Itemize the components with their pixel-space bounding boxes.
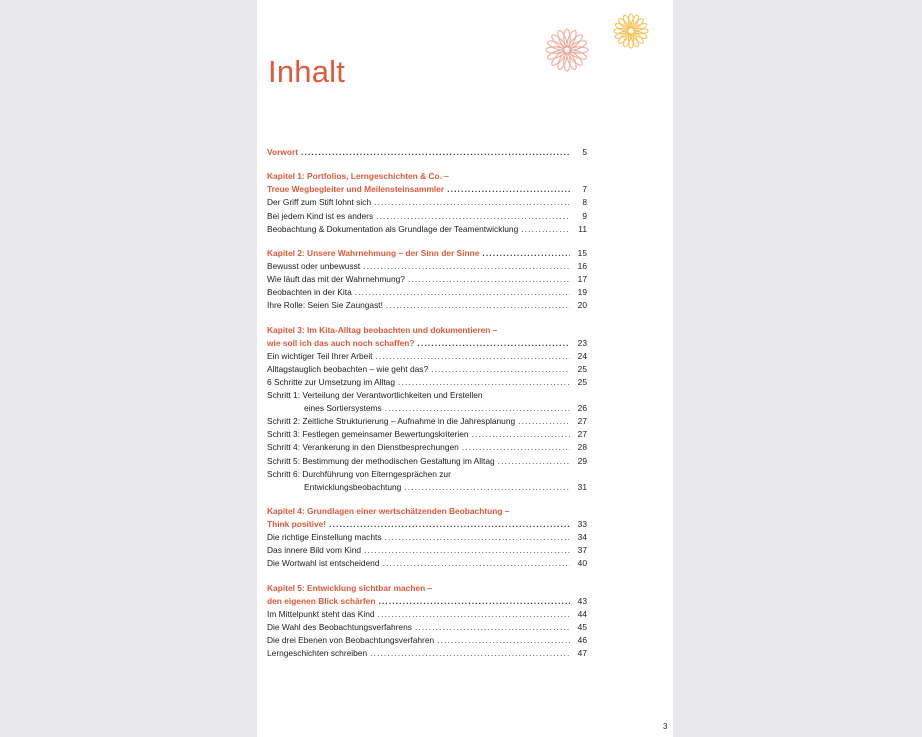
- toc-section: [267, 505, 587, 570]
- toc-entry-label: Die drei Ebenen von Beobachtungsverfahren: [267, 635, 435, 646]
- toc-entry[interactable]: [267, 634, 587, 647]
- toc-entry-label: Ein wichtiger Teil Ihrer Arbeit: [267, 350, 373, 361]
- dot-leader: [364, 544, 570, 557]
- dot-leader: [437, 634, 570, 647]
- toc-entry[interactable]: [267, 196, 587, 209]
- dot-leader: [385, 531, 570, 544]
- toc-section: [267, 146, 587, 159]
- toc-page-number: 34: [577, 532, 587, 543]
- table-of-contents: [267, 146, 587, 671]
- toc-entry[interactable]: [267, 223, 587, 236]
- toc-entry-label: Bei jedem Kind ist es anders: [267, 210, 374, 221]
- toc-entry[interactable]: [267, 621, 587, 634]
- dot-leader: [418, 337, 570, 350]
- toc-page-number: 47: [577, 648, 587, 659]
- toc-entry[interactable]: [267, 531, 587, 544]
- dot-leader: [363, 260, 570, 273]
- toc-entry-label: Think positive!: [267, 519, 327, 530]
- dot-leader: [447, 183, 570, 196]
- toc-entry-label: Die Wortwahl ist entscheidend: [267, 558, 380, 569]
- toc-page-number: 33: [577, 519, 587, 530]
- toc-page-number: 44: [577, 608, 587, 619]
- toc-entry-label: Alltagstauglich beobachten – wie geht das?: [267, 363, 429, 374]
- toc-entry[interactable]: [267, 608, 587, 621]
- toc-section: [267, 324, 587, 494]
- toc-page-number: 25: [577, 363, 587, 374]
- toc-page-number: 16: [577, 261, 587, 272]
- document-page: [257, 0, 673, 737]
- toc-entry-label: den eigenen Blick schärfen: [267, 595, 376, 606]
- toc-entry[interactable]: [267, 299, 587, 312]
- dot-leader: [404, 481, 570, 494]
- toc-page-number: 20: [577, 300, 587, 311]
- toc-entry[interactable]: [267, 455, 587, 468]
- toc-page-number: 8: [582, 197, 587, 208]
- toc-page-number: 7: [582, 184, 587, 195]
- dot-leader: [386, 299, 570, 312]
- toc-entry-label: 6 Schritte zur Umsetzung im Alltag: [267, 376, 396, 387]
- toc-page-number: 26: [577, 403, 587, 414]
- toc-entry[interactable]: [267, 376, 587, 389]
- dot-leader: [301, 146, 570, 159]
- dot-leader: [378, 608, 570, 621]
- toc-entry[interactable]: [267, 273, 587, 286]
- toc-page-number: 29: [577, 455, 587, 466]
- toc-entry-line: Schritt 1: Verteilung der Verantwortlichkeiten und Erstellen: [267, 390, 483, 401]
- dot-leader: [355, 286, 570, 299]
- toc-chapter-entry[interactable]: [267, 518, 587, 531]
- toc-page-number: 31: [577, 481, 587, 492]
- dot-leader: [415, 621, 570, 634]
- dot-leader: [521, 223, 570, 236]
- toc-chapter-entry[interactable]: [267, 337, 587, 350]
- dot-leader: [408, 273, 570, 286]
- toc-entry[interactable]: [267, 428, 587, 441]
- toc-page-number: 45: [577, 621, 587, 632]
- chapter-heading-line: Kapitel 1: Portfolios, Lerngeschichten & Co. –: [267, 171, 449, 182]
- toc-entry-label: Kapitel 2: Unsere Wahrnehmung – der Sinn der Sinne: [267, 247, 480, 258]
- toc-chapter-entry[interactable]: [267, 595, 587, 608]
- toc-entry-label: Beobachten in der Kita: [267, 287, 352, 298]
- toc-entry-label: Die Wahl des Beobachtungsverfahrens: [267, 621, 412, 632]
- page-number: 3: [663, 722, 668, 731]
- toc-entry-label: Das innere Bild vom Kind: [267, 545, 362, 556]
- pink-flower-icon: [546, 29, 588, 71]
- dot-leader: [376, 350, 570, 363]
- toc-chapter-entry[interactable]: [267, 146, 587, 159]
- toc-entry[interactable]: [267, 286, 587, 299]
- toc-section: [267, 582, 587, 661]
- toc-page-number: 15: [577, 247, 587, 258]
- toc-section: [267, 170, 587, 235]
- toc-entry-label: Beobachtung & Dokumentation als Grundlage der Teamentwicklung: [267, 223, 519, 234]
- toc-entry-label: Der Griff zum Stift lohnt sich: [267, 197, 372, 208]
- page-title: Inhalt: [268, 54, 346, 89]
- dot-leader: [518, 415, 570, 428]
- dot-leader: [374, 196, 570, 209]
- dot-leader: [472, 428, 570, 441]
- toc-page-number: 40: [577, 558, 587, 569]
- toc-entry-label: Schritt 5: Bestimmung der methodischen Gestaltung im Alltag: [267, 455, 495, 466]
- toc-page-number: 19: [577, 287, 587, 298]
- toc-entry-label: eines Sortiersystems: [304, 403, 382, 414]
- toc-page-number: 9: [582, 210, 587, 221]
- toc-page-number: 23: [577, 337, 587, 348]
- toc-entry-label: Ihre Rolle: Seien Sie Zaungast!: [267, 300, 383, 311]
- chapter-heading-line: Kapitel 4: Grundlagen einer wertschätzenden Beobachtung –: [267, 506, 510, 516]
- toc-entry[interactable]: [267, 350, 587, 363]
- toc-page-number: 28: [577, 442, 587, 453]
- dot-leader: [462, 441, 570, 454]
- toc-entry-label: Treue Wegbegleiter und Meilensteinsammler: [267, 184, 445, 195]
- toc-entry-label: Schritt 3: Festlegen gemeinsamer Bewertungskriterien: [267, 429, 469, 440]
- toc-chapter-entry[interactable]: [267, 247, 587, 260]
- toc-page-number: 24: [577, 350, 587, 361]
- toc-entry-line: Schritt 6: Durchführung von Elterngesprächen zur: [267, 468, 451, 479]
- toc-entry[interactable]: [267, 647, 587, 660]
- dot-leader: [370, 647, 570, 660]
- toc-page-number: 11: [578, 223, 587, 234]
- dot-leader: [385, 402, 570, 415]
- dot-leader: [378, 595, 570, 608]
- dot-leader: [498, 455, 570, 468]
- toc-entry[interactable]: [267, 363, 587, 376]
- toc-entry-label: Entwicklungsbeobachtung: [304, 481, 402, 492]
- toc-entry-label: Im Mittelpunkt steht das Kind: [267, 608, 375, 619]
- toc-entry[interactable]: [267, 415, 587, 428]
- chapter-heading-line: Kapitel 3: Im Kita-Alltag beobachten und dokumentieren –: [267, 324, 498, 335]
- dot-leader: [329, 518, 570, 531]
- toc-entry-label: Wie läuft das mit der Wahrnehmung?: [267, 274, 405, 285]
- toc-page-number: 27: [577, 416, 587, 427]
- toc-entry[interactable]: [267, 544, 587, 557]
- toc-page-number: 37: [577, 545, 587, 556]
- toc-chapter-entry[interactable]: [267, 183, 587, 196]
- dot-leader: [482, 247, 570, 260]
- toc-entry-label: Die richtige Einstellung machts: [267, 532, 382, 543]
- yellow-flower-icon: [614, 14, 648, 48]
- dot-leader: [398, 376, 570, 389]
- toc-entry[interactable]: [267, 557, 587, 570]
- toc-entry[interactable]: [267, 260, 587, 273]
- toc-entry-label: Lerngeschichten schreiben: [267, 648, 368, 659]
- toc-page-number: 27: [577, 429, 587, 440]
- toc-entry[interactable]: [267, 481, 587, 494]
- toc-entry-label: Schritt 4: Verankerung in den Dienstbesprechungen: [267, 442, 459, 453]
- toc-page-number: 5: [582, 147, 587, 157]
- dot-leader: [431, 363, 570, 376]
- toc-entry[interactable]: [267, 441, 587, 454]
- dot-leader: [376, 210, 570, 223]
- toc-entry-label: wie soll ich das auch noch schaffen?: [267, 337, 415, 348]
- toc-entry[interactable]: [267, 402, 587, 415]
- dot-leader: [383, 557, 571, 570]
- toc-section: [267, 247, 587, 312]
- toc-entry-label: Schritt 2: Zeitliche Strukturierung – Aufnahme in die Jahresplanung: [267, 416, 516, 427]
- toc-entry[interactable]: [267, 210, 587, 223]
- toc-page-number: 25: [577, 376, 587, 387]
- toc-page-number: 46: [577, 635, 587, 646]
- toc-page-number: 43: [577, 595, 587, 606]
- toc-entry-label: Vorwort: [267, 147, 299, 157]
- chapter-heading-line: Kapitel 5: Entwicklung sichtbar machen –: [267, 582, 433, 593]
- toc-entry-label: Bewusst oder unbewusst: [267, 261, 361, 272]
- toc-page-number: 17: [577, 274, 587, 285]
